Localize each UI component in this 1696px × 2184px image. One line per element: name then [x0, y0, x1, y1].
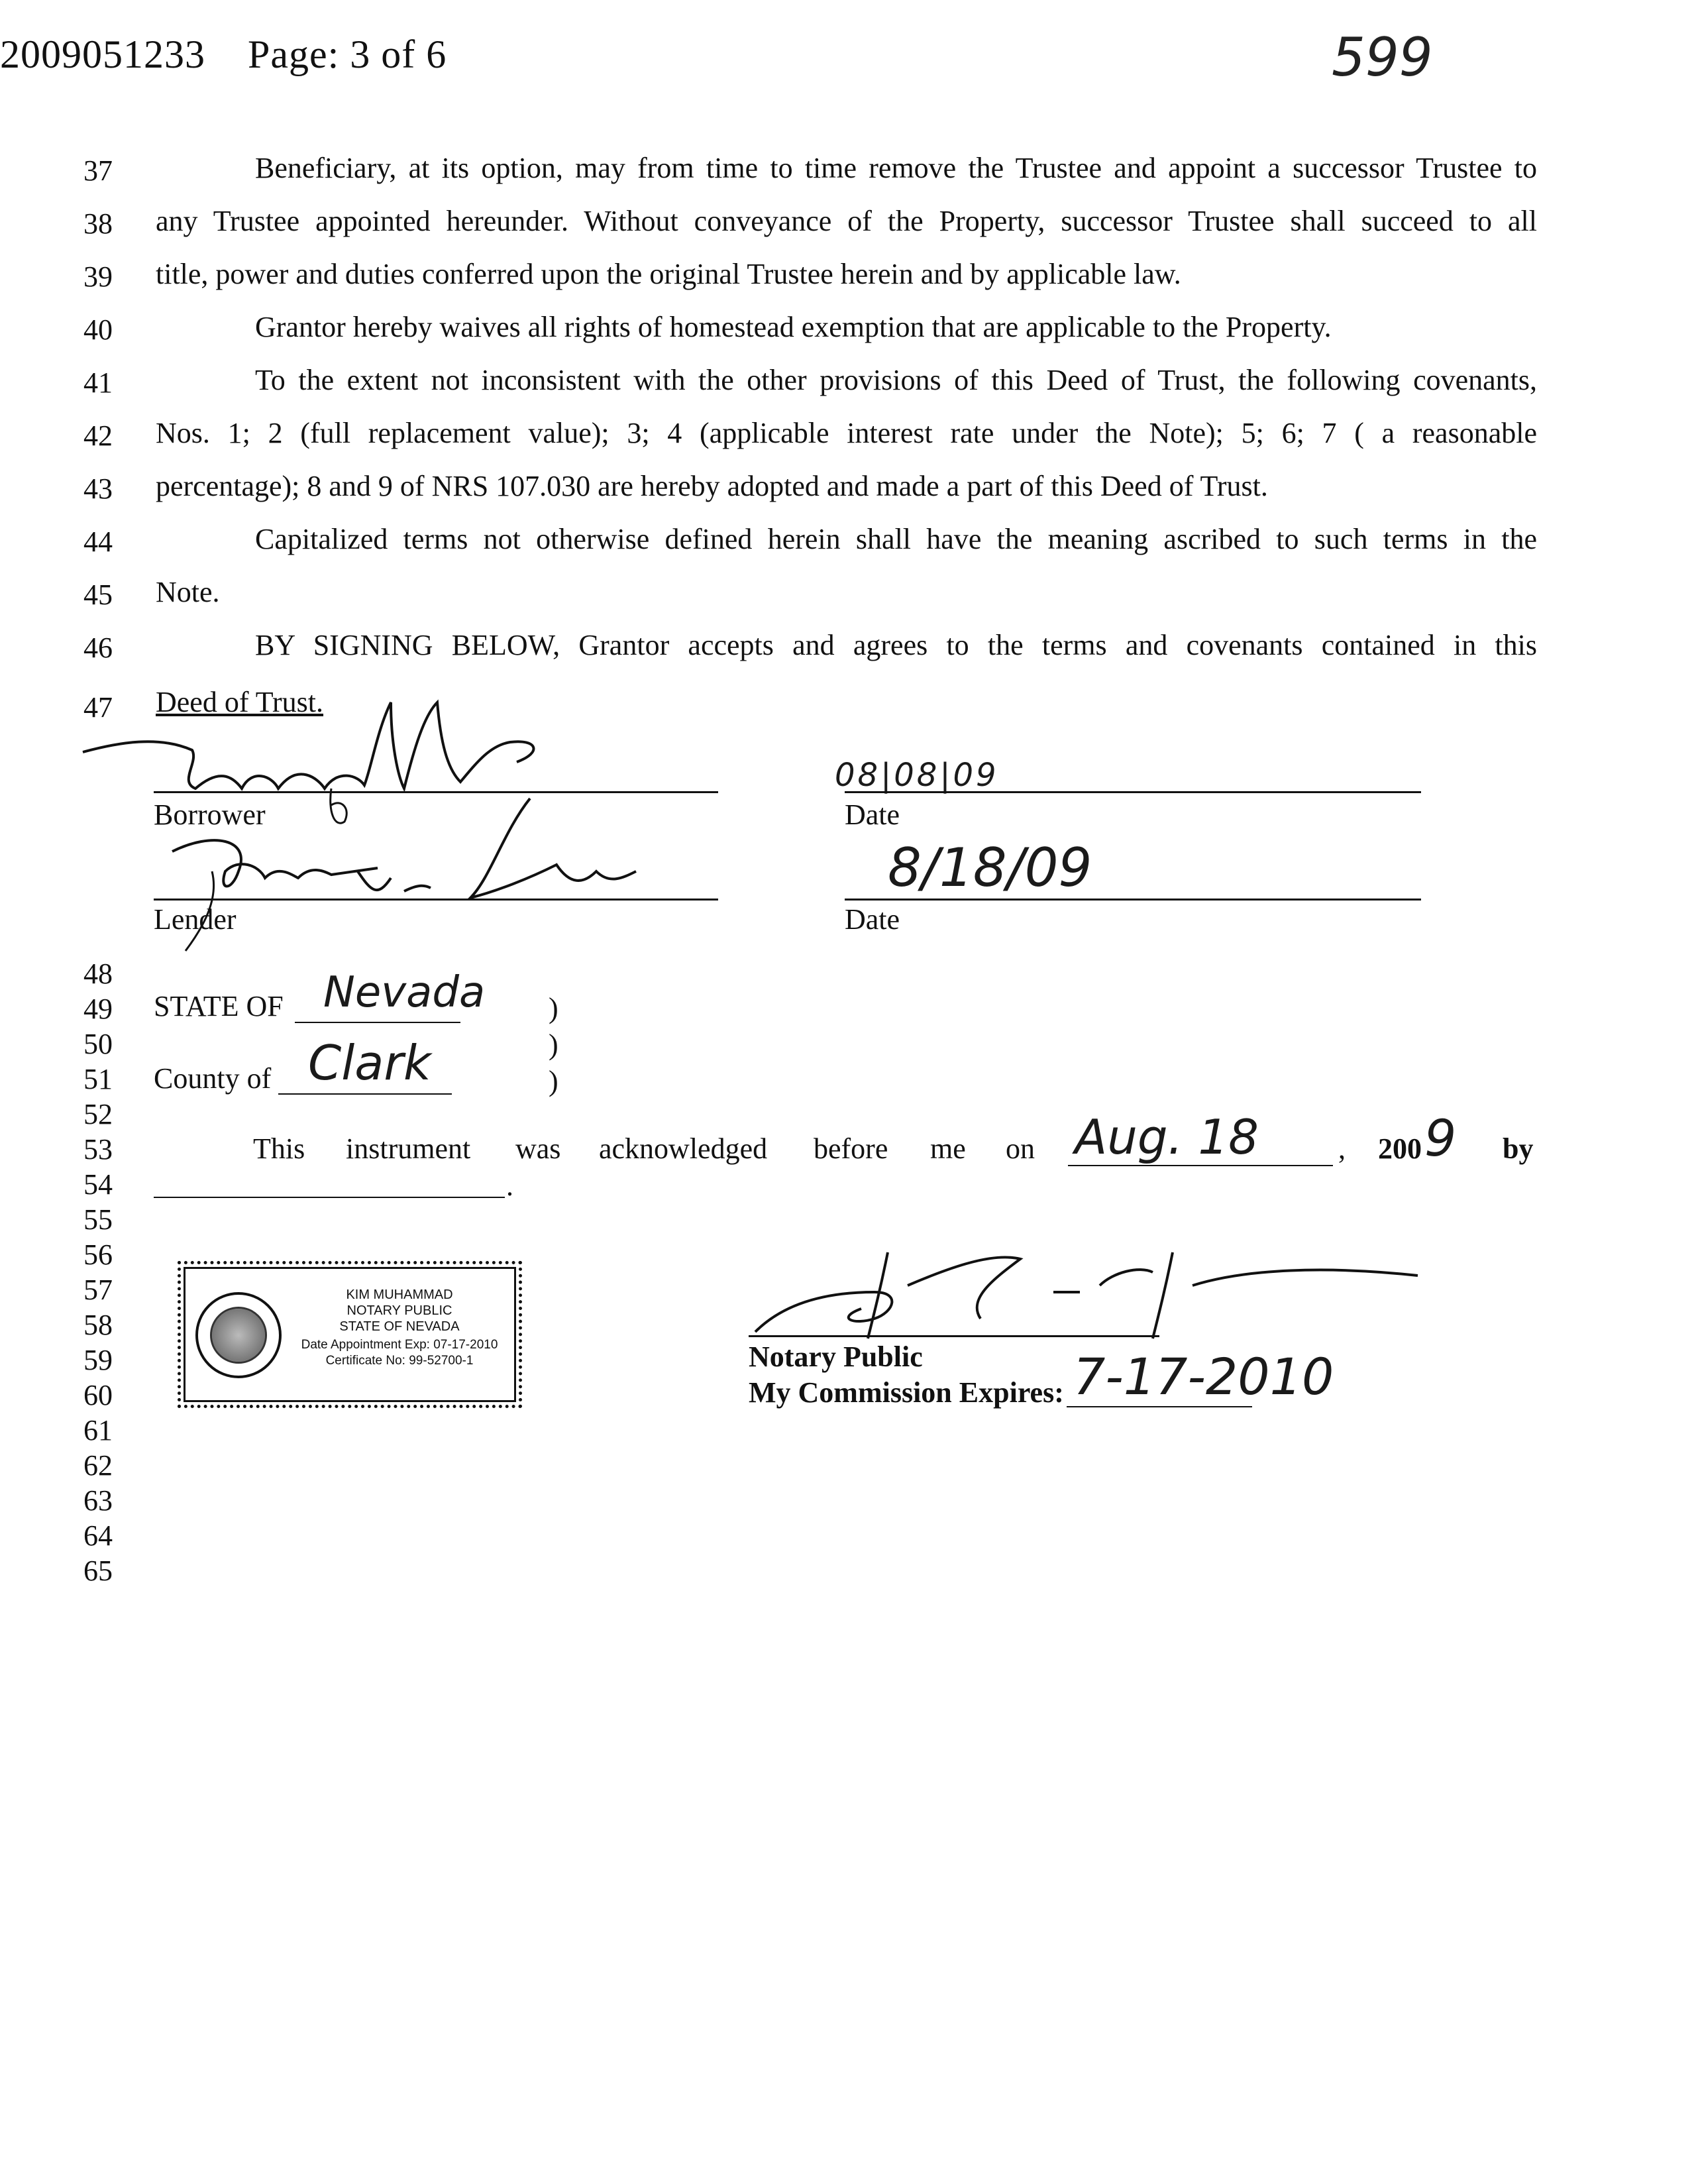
lender-signature-line — [154, 899, 718, 901]
ack-name-line — [154, 1197, 505, 1198]
stamp-name: KIM MUHAMMAD — [346, 1287, 453, 1302]
borrower-date-label: Date — [845, 798, 900, 831]
ack-by: by — [1503, 1132, 1534, 1165]
county-line — [278, 1093, 452, 1095]
lender-date-line — [845, 899, 1421, 901]
stamp-state: STATE OF NEVADA — [339, 1319, 460, 1334]
borrower-date-line — [845, 791, 1421, 793]
stamp-appointment: Date Appointment Exp: 07-17-2010 — [301, 1338, 498, 1352]
ack-year-suffix: 9 — [1424, 1109, 1457, 1168]
line-number: 46 — [83, 631, 113, 664]
notary-stamp — [178, 1261, 522, 1408]
ack-word: instrument — [346, 1132, 471, 1165]
paragraph-line: BY SIGNING BELOW, Grantor accepts and agrees to the terms and covenants contained in this — [255, 629, 1537, 661]
document-number: 2009051233 — [0, 32, 205, 76]
paren: ) — [549, 1028, 558, 1061]
lender-label: Lender — [154, 903, 237, 936]
county-value: Clark — [308, 1035, 431, 1091]
paren: ) — [549, 992, 558, 1024]
line-number: 47 — [83, 691, 113, 724]
paragraph-line: Capitalized terms not otherwise defined herein shall have the meaning ascribed to such terms in the — [255, 523, 1537, 555]
line-number: 50 — [83, 1028, 113, 1060]
notary-signature-line — [749, 1335, 1159, 1337]
state-line — [295, 1022, 460, 1023]
line-number: 57 — [83, 1274, 113, 1306]
ack-word: acknowledged — [599, 1132, 768, 1165]
paragraph-line: To the extent not inconsistent with the other provisions of this Deed of Trust, the following covenants, — [255, 364, 1537, 396]
state-value: Nevada — [323, 968, 486, 1017]
commission-label: My Commission Expires: — [749, 1376, 1064, 1409]
lender-date-value: 8/18/09 — [888, 837, 1092, 899]
line-number: 60 — [83, 1379, 113, 1411]
line-number: 48 — [83, 957, 113, 990]
line-number: 58 — [83, 1309, 113, 1341]
line-number: 39 — [83, 260, 113, 293]
ack-comma: , — [1338, 1132, 1346, 1165]
handwritten-page-mark: 599 — [1332, 27, 1433, 88]
commission-line — [1067, 1406, 1252, 1407]
line-number: 61 — [83, 1414, 113, 1447]
stamp-title: NOTARY PUBLIC — [346, 1303, 452, 1318]
paragraph-line: title, power and duties conferred upon the original Trustee herein and by applicable law. — [156, 258, 1181, 290]
paragraph-line: Deed of Trust. — [156, 686, 324, 718]
ack-period: . — [506, 1170, 513, 1202]
notary-signature — [742, 1246, 1431, 1345]
line-number: 49 — [83, 993, 113, 1025]
line-number: 53 — [83, 1133, 113, 1166]
ack-word: me — [930, 1132, 966, 1165]
line-number: 44 — [83, 525, 113, 558]
state-seal-icon — [195, 1292, 282, 1378]
paragraph-line: Grantor hereby waives all rights of homestead exemption that are applicable to the Property. — [255, 311, 1332, 343]
paragraph-line: Note. — [156, 576, 220, 608]
line-number: 56 — [83, 1238, 113, 1271]
line-number: 40 — [83, 313, 113, 346]
ack-date-line — [1068, 1165, 1333, 1166]
line-number: 41 — [83, 366, 113, 399]
state-label: STATE OF — [154, 990, 284, 1022]
line-number: 55 — [83, 1203, 113, 1236]
paragraph-line: percentage); 8 and 9 of NRS 107.030 are hereby adopted and made a part of this Deed of Trust. — [156, 470, 1268, 502]
line-number: 42 — [83, 419, 113, 452]
ack-word: This — [253, 1132, 305, 1165]
ack-word: on — [1006, 1132, 1035, 1165]
paragraph-line: Nos. 1; 2 (full replacement value); 3; 4 (applicable interest rate under the Note); 5; 6; 7 ( a reasonable — [156, 417, 1537, 449]
line-number: 43 — [83, 472, 113, 505]
county-label: County of — [154, 1062, 272, 1095]
document-number-and-page — [0, 32, 447, 78]
borrower-label: Borrower — [154, 798, 266, 831]
ack-word: before — [814, 1132, 888, 1165]
paragraph-line: any Trustee appointed hereunder. Without conveyance of the Property, successor Trustee shall succeed to all — [156, 205, 1537, 237]
paren: ) — [549, 1065, 558, 1097]
ack-date-value: Aug. 18 — [1075, 1109, 1259, 1165]
line-number: 62 — [83, 1449, 113, 1482]
line-number: 52 — [83, 1098, 113, 1130]
commission-value: 7-17-2010 — [1073, 1347, 1334, 1406]
line-number: 63 — [83, 1484, 113, 1517]
line-number: 64 — [83, 1519, 113, 1552]
line-number: 37 — [83, 154, 113, 187]
lender-date-label: Date — [845, 903, 900, 936]
line-number: 38 — [83, 207, 113, 240]
line-number: 45 — [83, 578, 113, 611]
notary-public-label: Notary Public — [749, 1340, 923, 1373]
line-number: 54 — [83, 1168, 113, 1201]
page-label: Page: 3 of 6 — [248, 32, 447, 76]
ack-word: was — [515, 1132, 561, 1165]
stamp-certificate: Certificate No: 99-52700-1 — [325, 1354, 474, 1368]
line-number: 51 — [83, 1063, 113, 1095]
line-number: 65 — [83, 1555, 113, 1587]
ack-year-prefix: 200 — [1378, 1132, 1422, 1165]
line-number: 59 — [83, 1344, 113, 1376]
paragraph-line: Beneficiary, at its option, may from time to time remove the Trustee and appoint a successor Trustee to — [255, 152, 1537, 184]
borrower-date-value: 08|08|09 — [835, 757, 999, 794]
